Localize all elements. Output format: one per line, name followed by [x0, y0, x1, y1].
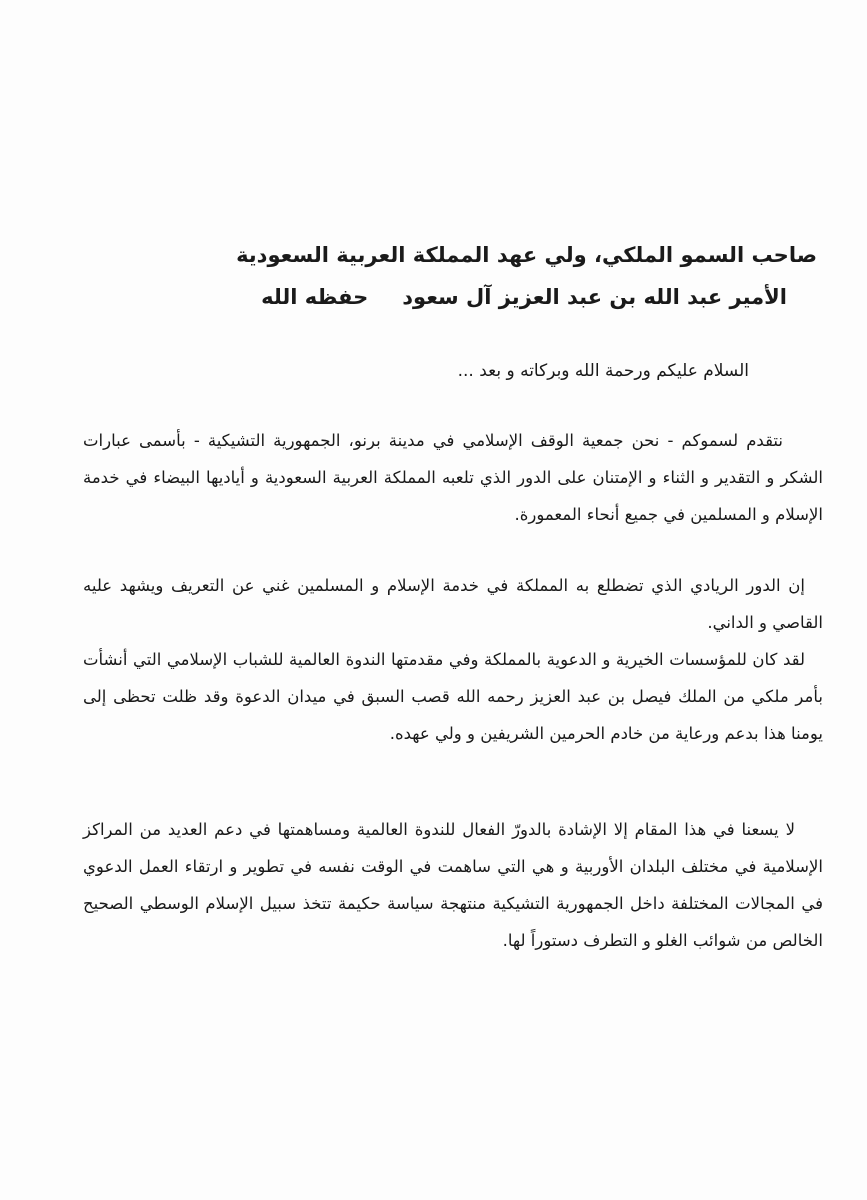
- addressee-name: الأمير عبد الله بن عبد العزيز آل سعود: [402, 285, 787, 309]
- paragraph-institutions-text: لقد كان للمؤسسات الخيرية و الدعوية بالمملكة وفي مقدمتها الندوة العالمية للشباب الإسلامي التي أنشأت بأمر ملكي من الملك فيصل بن عبد العزيز رحمه الله قصب السبق في ميدان الدعوة وقد ظلت تحظى إلى يومنا هذا بدعم ورعاية من خادم الحرمين الشريفين و ولي عهده.: [83, 650, 823, 743]
- paragraph-praise-text: لا يسعنا في هذا المقام إلا الإشادة بالدورّ الفعال للندوة العالمية ومساهمتها في دعم العديد من المراكز الإسلامية في مختلف البلدان الأوربية و هي التي ساهمت في الوقت نفسه في تطوير و ارتقاء العمل الدعوي في المجالات المختلفة داخل الجمهورية التشيكية منتهجة سياسة حكيمة تتخذ سبيل الإسلام الوسطي الصحيح الخالص من شوائب الغلو و التطرف دستوراً لها.: [83, 820, 823, 950]
- addressee-name-line: [27, 283, 787, 311]
- paragraph-role-text: إن الدور الريادي الذي تضطلع به المملكة في خدمة الإسلام و المسلمين غني عن التعريف ويشهد عليه القاصي و الداني.: [83, 576, 823, 632]
- paragraph-role: [83, 567, 823, 752]
- paragraph-thanks-text: نتقدم لسموكم - نحن جمعية الوقف الإسلامي في مدينة برنو، الجمهورية التشيكية - بأسمى عبارات الشكر و التقدير و الثناء و الإمتنان على الدور الذي تلعبه المملكة العربية السعودية و أياديها البيضاء في خدمة الإسلام و المسلمين في جميع أنحاء المعمورة.: [83, 431, 823, 524]
- paragraph-praise: [83, 811, 823, 959]
- addressee-blessing: حفظه الله: [261, 285, 369, 309]
- greeting: السلام عليكم ورحمة الله وبركاته و بعد ...: [457, 361, 749, 381]
- paragraph-thanks: [83, 422, 823, 533]
- addressee-title: صاحب السمو الملكي، ولي عهد المملكة العربية السعودية: [236, 243, 817, 267]
